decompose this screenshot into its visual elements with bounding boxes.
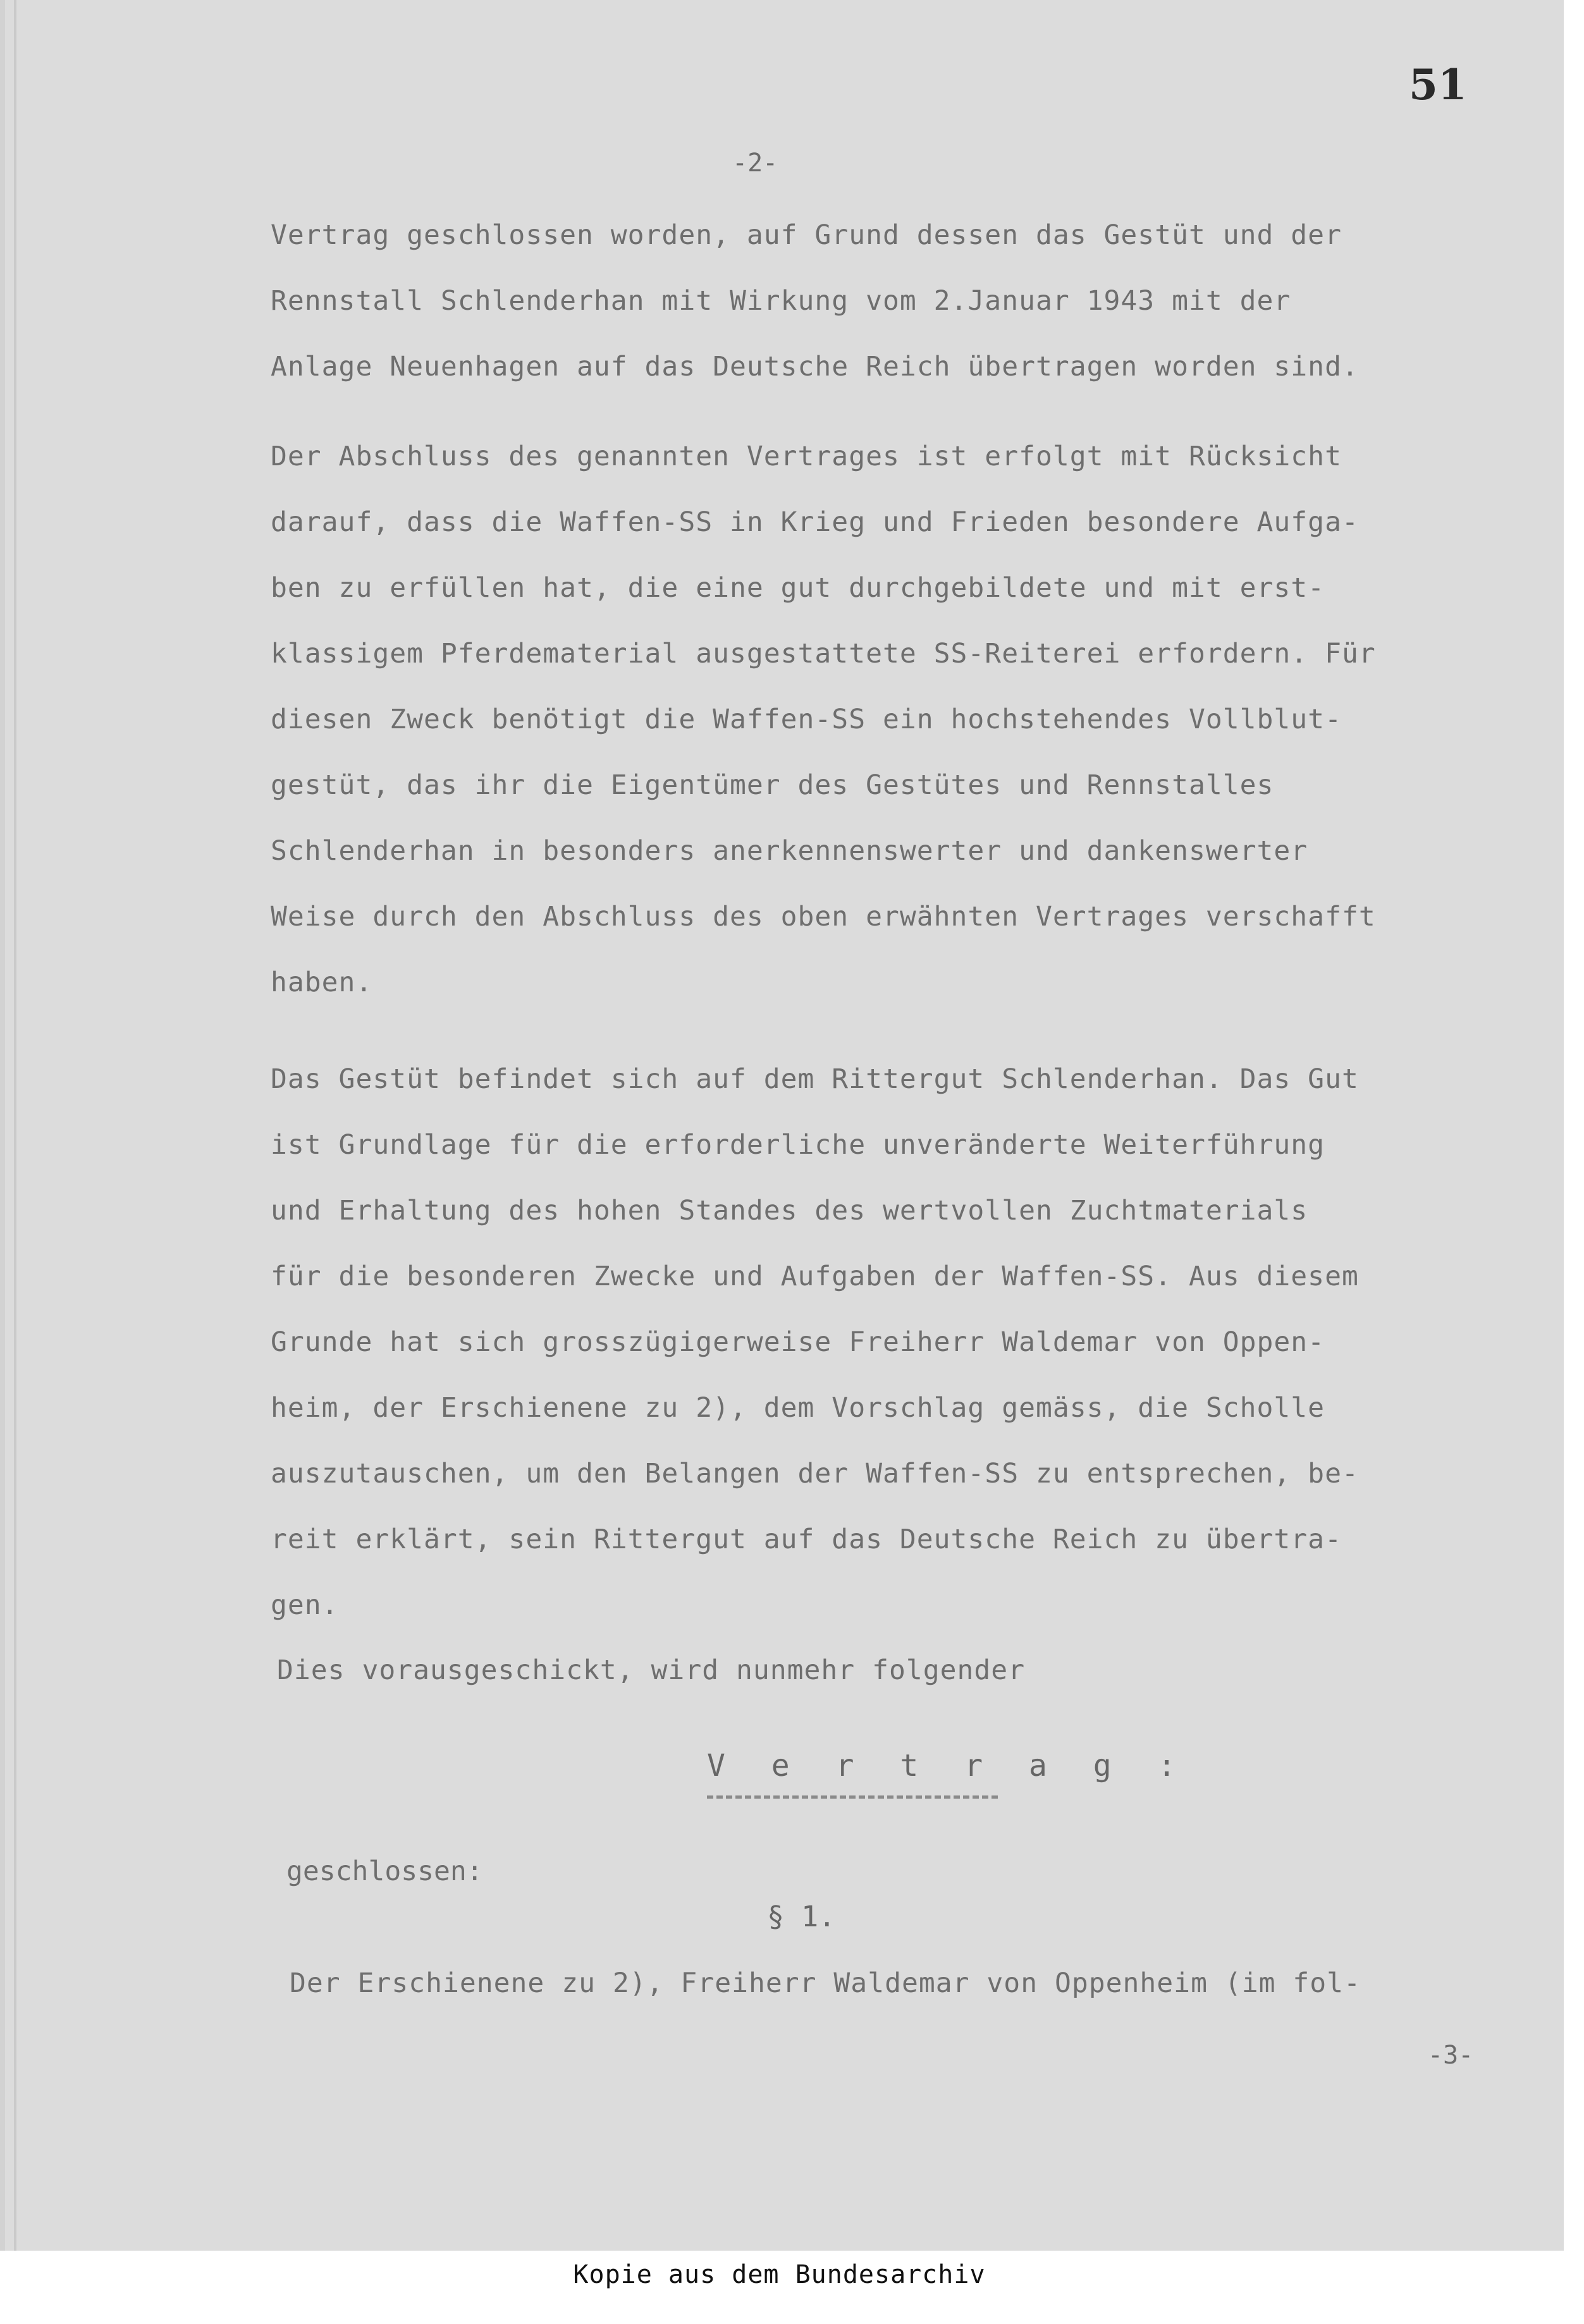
paragraph-preamble-close — [277, 1637, 1529, 1703]
text-line: und Erhaltung des hohen Standes des wertvollen Zuchtmaterials — [271, 1195, 1308, 1226]
paragraph-estate — [271, 1046, 1523, 1638]
text-line: gestüt, das ihr die Eigentümer des Gestütes und Rennstalles — [271, 769, 1274, 801]
text-line: klassigem Pferdematerial ausgestattete SS-Reiterei erfordern. Für — [271, 638, 1376, 670]
text-line: Vertrag geschlossen worden, auf Grund dessen das Gestüt und der — [271, 219, 1342, 251]
page-marker: -2- — [732, 149, 778, 178]
concluded-label: geschlossen: — [286, 1856, 483, 1887]
text-line: reit erklärt, sein Rittergut auf das Deutsche Reich zu übertra- — [271, 1524, 1342, 1555]
text-line: Der Erschienene zu 2), Freiherr Waldemar von Oppenheim (im fol- — [290, 1967, 1361, 1999]
text-line: Rennstall Schlenderhan mit Wirkung vom 2.Januar 1943 mit der — [271, 285, 1291, 317]
text-line: Weise durch den Abschluss des oben erwähnten Vertrages verschafft — [271, 901, 1376, 933]
text-line: für die besonderen Zwecke und Aufgaben der Waffen-SS. Aus diesem — [271, 1261, 1359, 1292]
heading-underline — [707, 1795, 998, 1799]
text-line: heim, der Erschienene zu 2), dem Vorschlag gemäss, die Scholle — [271, 1392, 1325, 1424]
text-line: ist Grundlage für die erforderliche unveränderte Weiterführung — [271, 1129, 1325, 1161]
text-line: Das Gestüt befindet sich auf dem Rittergut Schlenderhan. Das Gut — [271, 1063, 1359, 1095]
text-line: Der Abschluss des genannten Vertrages ist erfolgt mit Rücksicht — [271, 441, 1342, 472]
text-line: diesen Zweck benötigt die Waffen-SS ein hochstehendes Vollblut- — [271, 704, 1342, 735]
next-page-marker: -3- — [1428, 2041, 1474, 2070]
text-line: darauf, dass die Waffen-SS in Krieg und Frieden besondere Aufga- — [271, 506, 1359, 538]
text-line: haben. — [271, 967, 373, 998]
text-line: Dies vorausgeschickt, wird nunmehr folgender — [277, 1654, 1026, 1686]
text-line: Schlenderhan in besonders anerkennenswerter und dankenswerter — [271, 835, 1308, 867]
paragraph-reason — [271, 424, 1523, 1015]
text-line: Anlage Neuenhagen auf das Deutsche Reich übertragen worden sind. — [271, 351, 1359, 382]
archive-footer: Kopie aus dem Bundesarchiv — [573, 2260, 986, 2289]
archive-page-number: 51 — [1409, 60, 1467, 109]
paragraph-contract-intro — [271, 202, 1523, 400]
text-line: auszutauschen, um den Belangen der Waffen-SS zu entsprechen, be- — [271, 1458, 1359, 1489]
text-line: gen. — [271, 1589, 339, 1621]
section-paragraph — [290, 1950, 1542, 2016]
section-mark: § 1. — [767, 1900, 836, 1933]
text-line: ben zu erfüllen hat, die eine gut durchgebildete und mit erst- — [271, 572, 1325, 604]
text-line: Grunde hat sich grosszügigerweise Freiherr Waldemar von Oppen- — [271, 1326, 1325, 1358]
contract-heading: V e r t r a g : — [707, 1748, 1190, 1783]
